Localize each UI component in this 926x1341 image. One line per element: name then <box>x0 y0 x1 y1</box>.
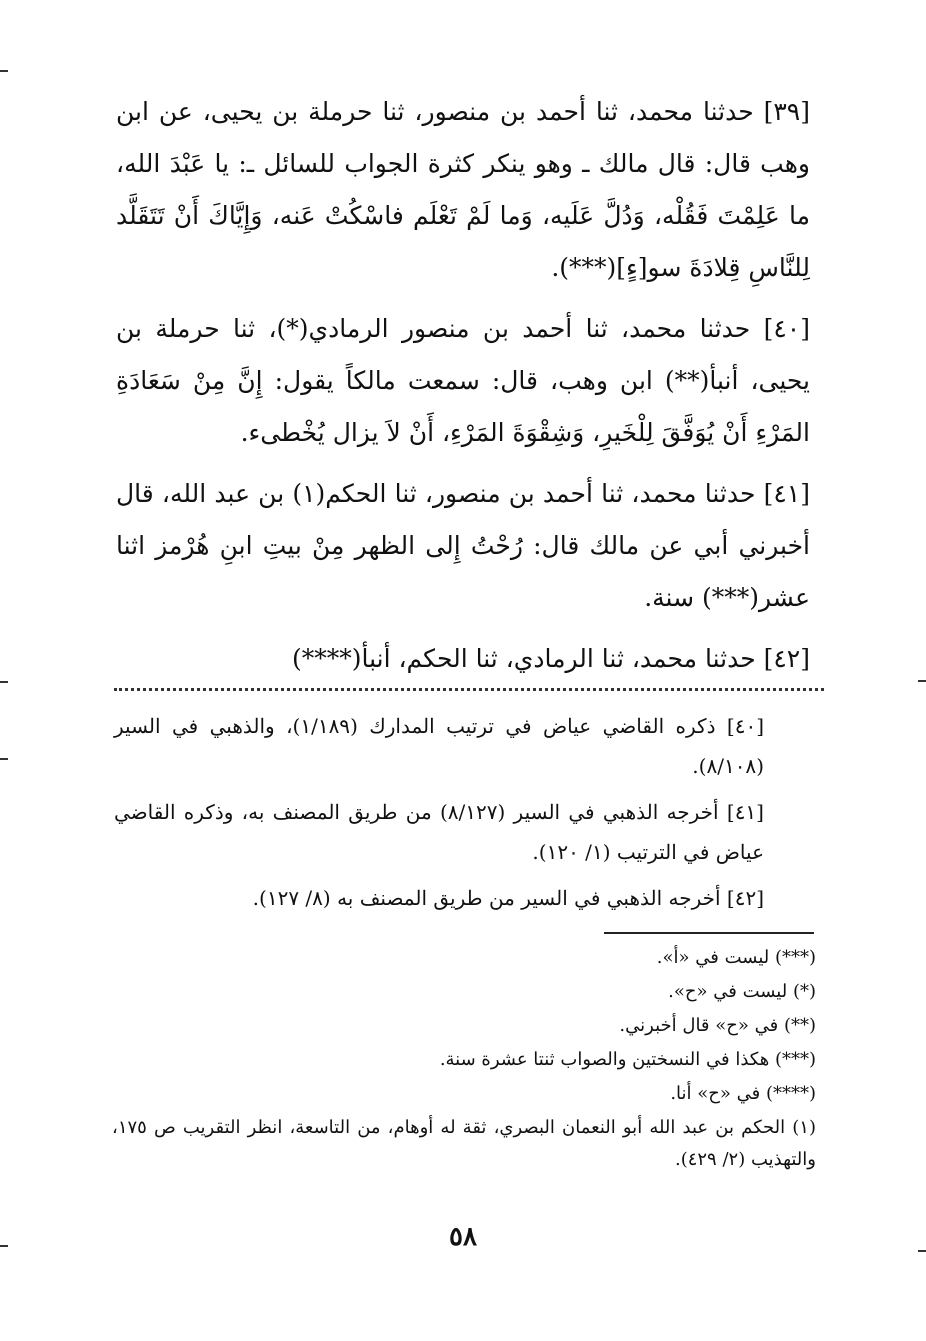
page-number: ٥٨ <box>449 1222 477 1252</box>
footnote-triple-star-a: (***) ليست في «أ». <box>656 947 816 968</box>
margin-tick <box>0 1245 8 1247</box>
paragraph-40: [٤٠] حدثنا محمد، ثنا أحمد بن منصور الرمادي(*)، ثنا حرملة بن يحيى، أنبأ(**) ابن وهب، قال: سمعت مالكاً يقول: إِنَّ مِنْ سَعَادَةِ المَرْءِ أَنْ يُوَفَّقَ لِلْخَيرِ، وَشِقْوَةَ المَرْءِ، أَنْ لاَ يزال يُخْطىء. <box>116 314 810 447</box>
margin-tick <box>0 681 8 683</box>
footnotes <box>112 942 816 1178</box>
paragraph-41: [٤١] حدثنا محمد، ثنا أحمد بن منصور، ثنا الحكم(١) بن عبد الله، قال أخبرني أبي عن مالك قال: رُحْتُ إِلى الظهر مِنْ بيتِ ابنِ هُرْمز اثنا عشر(***) سنة. <box>116 479 810 612</box>
note-41: [٤١] أخرجه الذهبي في السير (٨/١٢٧) من طريق المصنف به، وذكره القاضي عياض في الترتيب (١/ ١٢٠). <box>114 800 764 864</box>
paragraph-42: [٤٢] حدثنا محمد، ثنا الرمادي، ثنا الحكم، أنبأ(****) <box>291 644 810 673</box>
note-40: [٤٠] ذكره القاضي عياض في ترتيب المدارك (١/١٨٩)، والذهبي في السير (٨/١٠٨). <box>114 714 764 778</box>
margin-tick <box>0 758 8 760</box>
footnote-rule <box>604 932 814 934</box>
margin-tick <box>0 70 8 72</box>
margin-tick <box>918 1250 926 1252</box>
main-text <box>116 86 810 685</box>
footnote-one: (١) الحكم بن عبد الله أبو النعمان البصري، ثقة له أوهام، من التاسعة، انظر التقريب ص ١٧٥، والتهذيب (٢/ ٤٢٩). <box>112 1117 816 1170</box>
margin-tick <box>918 680 926 682</box>
note-42: [٤٢] أخرجه الذهبي في السير من طريق المصنف به (٨/ ١٢٧). <box>252 886 764 910</box>
takhrij-notes <box>114 706 814 924</box>
paragraph-39: [٣٩] حدثنا محمد، ثنا أحمد بن منصور، ثنا حرملة بن يحيى، عن ابن وهب قال: قال مالك ـ وهو ينكر كثرة الجواب للسائل ـ: يا عَبْدَ الله، ما عَلِمْتَ فَقُلْه، وَدُلَّ عَلَيه، وَما لَمْ تَعْلَم فاسْكُتْ عَنه، وَإِيَّاكَ أَنْ تَتَقَلَّد لِلنَّاسِ قِلادَةَ سو[ءٍ](***). <box>116 97 810 282</box>
dotted-separator <box>114 688 824 691</box>
footnote-single-star: (*) ليست في «ح». <box>668 981 816 1002</box>
footnote-quad-star: (****) في «ح» أنا. <box>670 1083 816 1104</box>
footnote-triple-star-b: (***) هكذا في النسختين والصواب ثنتا عشرة سنة. <box>439 1049 816 1070</box>
footnote-double-star: (**) في «ح» قال أخبرني. <box>619 1015 816 1036</box>
